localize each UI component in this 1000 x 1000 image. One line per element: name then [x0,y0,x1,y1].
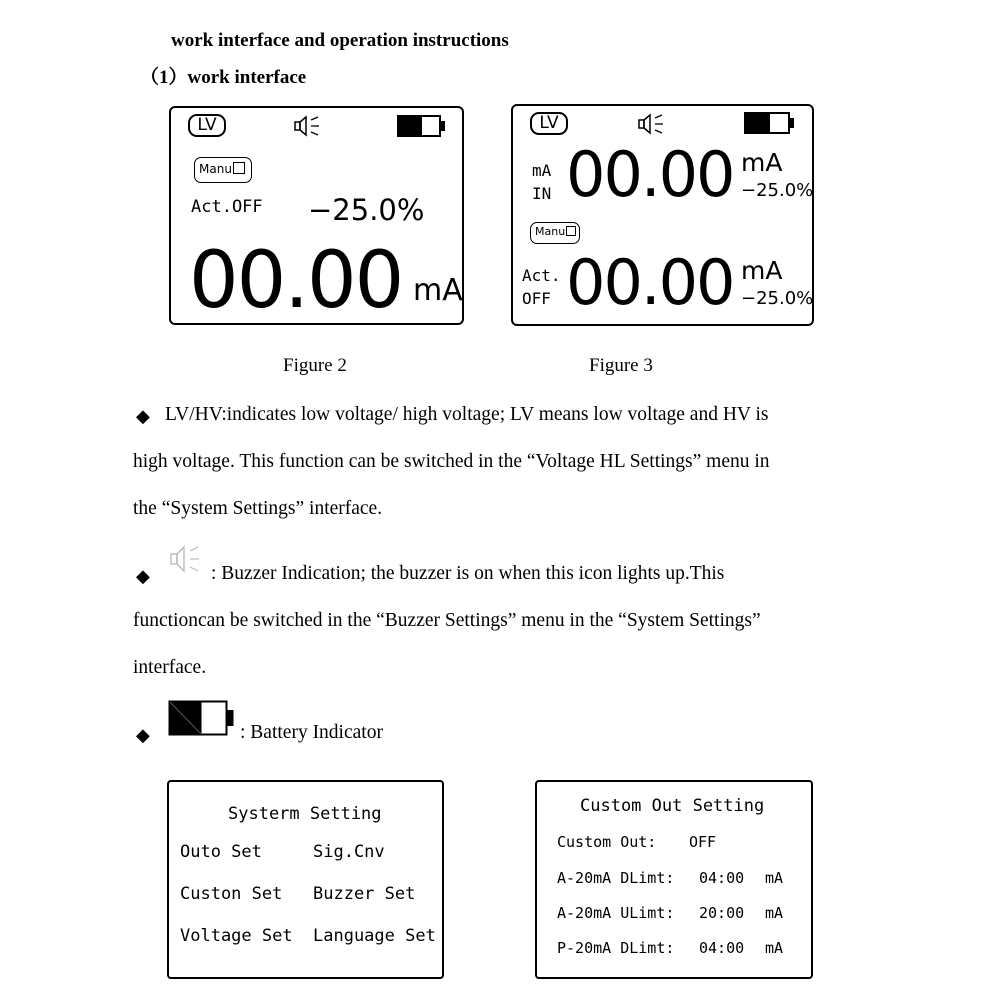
menu-item-language-set[interactable]: Language Set [313,926,436,946]
battery-icon [397,115,447,137]
buzzer-text-line2: functioncan be switched in the “Buzzer Settings” menu in the “System Settings” [133,610,761,631]
row-value[interactable]: 20:00 [699,904,745,922]
bullet-diamond-icon: ◆ [136,725,150,745]
row-unit: mA [765,904,784,922]
row-label: A-20mA DLimt: [557,869,675,887]
act-status-label: Act.OFF [191,197,263,217]
custom-out-status-label: Custom Out: [557,833,657,851]
menu-item-outo-set[interactable]: Outo Set [180,842,262,862]
menu-item-sig-cnv[interactable]: Sig.Cnv [313,842,385,862]
row-value[interactable]: 04:00 [699,869,745,887]
custom-out-status-value[interactable]: OFF [689,833,717,851]
act-label: Act. [522,266,561,285]
lv-hv-text-line1: LV/HV:indicates low voltage/ high voltage; LV means low voltage and HV is [165,404,769,425]
lv-hv-text-line2: high voltage. This function can be switched in the “Voltage HL Settings” menu in [133,451,770,472]
reading-value: 00.00 [189,236,403,326]
buzzer-icon-faded [168,543,206,575]
battery-indicator-icon [168,700,236,736]
buzzer-text-line3: interface. [133,657,207,678]
manu-checkbox-icon [233,162,245,174]
battery-icon [744,112,796,134]
manu-indicator [530,222,580,244]
output-reading-value: 00.00 [566,246,734,319]
menu-title: Systerm Setting [228,804,382,824]
manu-checkbox-icon [566,226,576,236]
figure3-caption: Figure 3 [589,355,653,376]
system-setting-menu [167,780,444,979]
percent-value: −25.0% [308,193,425,227]
row-label: P-20mA DLimt: [557,939,675,957]
menu-item-buzzer-set[interactable]: Buzzer Set [313,884,416,904]
figure2-caption: Figure 2 [283,355,347,376]
input-reading-unit: mA [741,148,783,177]
figure3-lcd-screen [511,104,814,326]
output-reading-unit: mA [741,256,783,285]
row-unit: mA [765,939,784,957]
buzzer-text-line1: : Buzzer Indication; the buzzer is on when this icon lights up.This [211,563,725,584]
buzzer-icon [293,114,325,138]
output-percent-value: −25.0% [741,288,814,309]
manu-label: Manu [535,225,566,238]
lv-hv-text-line3: the “System Settings” interface. [133,498,383,519]
input-label-unit: mA [532,161,552,180]
row-value[interactable]: 04:00 [699,939,745,957]
subsection-title: （1）work interface [140,67,307,88]
manu-indicator [194,157,252,183]
row-unit: mA [765,869,784,887]
figure2-lcd-screen [169,106,464,325]
battery-text-line1: : Battery Indicator [240,722,383,743]
lv-mode-badge: LV [188,114,226,137]
input-label-in: IN [532,184,552,203]
reading-unit: mA [413,273,463,308]
input-percent-value: −25.0% [741,180,814,201]
bullet-diamond-icon: ◆ [136,566,150,586]
custom-out-setting-menu [535,780,813,979]
menu-item-voltage-set[interactable]: Voltage Set [180,926,293,946]
lv-mode-badge: LV [530,112,568,135]
section-title: work interface and operation instructions [171,30,509,51]
menu-item-custon-set[interactable]: Custon Set [180,884,283,904]
input-reading-value: 00.00 [566,138,734,211]
manu-label: Manu [199,162,232,176]
bullet-diamond-icon: ◆ [136,406,150,426]
buzzer-icon [637,112,669,136]
row-label: A-20mA ULimt: [557,904,675,922]
menu-title: Custom Out Setting [580,796,765,816]
act-off-label: OFF [522,289,551,308]
